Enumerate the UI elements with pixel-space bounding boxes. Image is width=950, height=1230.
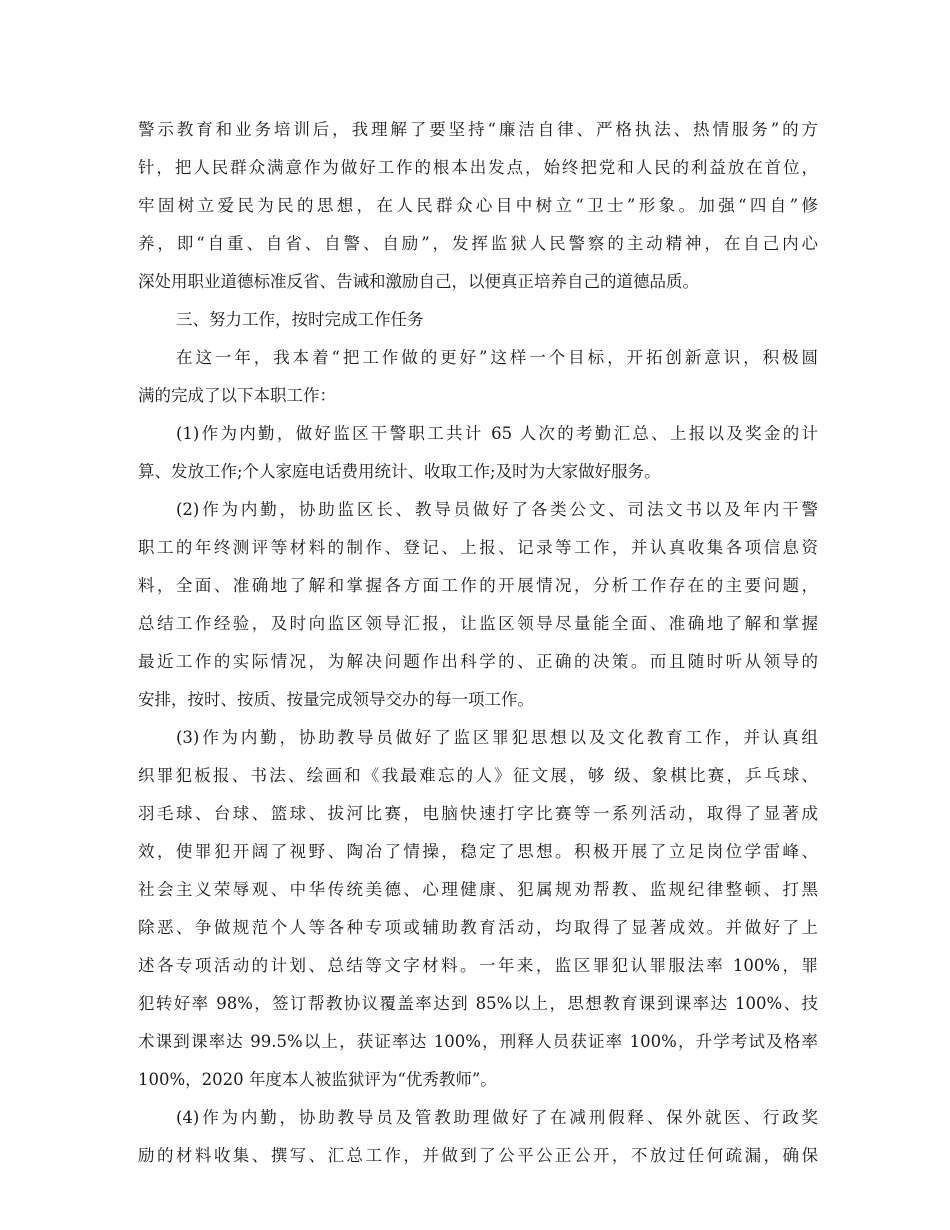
text-line: (3)作为内勤，协助教导员做好了监区罪犯思想以及文化教育工作，并认真组 — [176, 728, 818, 747]
text-line: 最近工作的实际情况，为解决问题作出科学的、正确的决策。而且随时听从领导的 — [138, 652, 818, 671]
text-line: 在这一年，我本着“把工作做的更好”这样一个目标，开拓创新意识，积极圆 — [176, 348, 818, 367]
text-line: 犯转好率 98%，签订帮教协议覆盖率达到 85%以上，思想教育课到课率达 100%、技 — [138, 994, 818, 1013]
section-heading: 三、努力工作，按时完成工作任务 — [176, 310, 424, 329]
text-line: 算、发放工作;个人家庭电话费用统计、收取工作;及时为大家做好服务。 — [138, 462, 661, 481]
text-line: 职工的年终测评等材料的制作、登记、上报、记录等工作，并认真收集各项信息资 — [138, 538, 818, 557]
text-line: 安排，按时、按质、按量完成领导交办的每一项工作。 — [138, 690, 534, 709]
text-line: (1)作为内勤，做好监区干警职工共计 65 人次的考勤汇总、上报以及奖金的计 — [176, 424, 818, 443]
text-line: (4)作为内勤，协助教导员及管教助理做好了在减刑假释、保外就医、行政奖 — [176, 1108, 818, 1127]
text-line: 养，即“自重、自省、自警、自励”，发挥监狱人民警察的主动精神，在自己内心 — [138, 234, 818, 253]
text-line: 总结工作经验，及时向监区领导汇报，让监区领导尽量能全面、准确地了解和掌握 — [138, 614, 818, 633]
text-line: 励的材料收集、撰写、汇总工作，并做到了公平公正公开，不放过任何疏漏，确保 — [138, 1146, 818, 1165]
text-line: 羽毛球、台球、篮球、拔河比赛，电脑快速打字比赛等一系列活动，取得了显著成 — [138, 804, 818, 823]
text-line: 针，把人民群众满意作为做好工作的根本出发点，始终把党和人民的利益放在首位， — [138, 158, 818, 177]
text-line: 除恶、争做规范个人等各种专项或辅助教育活动，均取得了显著成效。并做好了上 — [138, 918, 818, 937]
text-line: 料，全面、准确地了解和掌握各方面工作的开展情况，分析工作存在的主要问题， — [138, 576, 818, 595]
text-line: 术课到课率达 99.5%以上，获证率达 100%，刑释人员获证率 100%，升学考试及格率 — [138, 1032, 818, 1051]
text-line: 100%，2020 年度本人被监狱评为“优秀教师”。 — [138, 1070, 497, 1089]
text-line: (2)作为内勤，协助监区长、教导员做好了各类公文、司法文书以及年内干警 — [176, 500, 818, 519]
text-line: 织罪犯板报、书法、绘画和《我最难忘的人》征文展，够 级、象棋比赛，乒乓球、 — [138, 766, 818, 785]
text-line: 述各专项活动的计划、总结等文字材料。一年来，监区罪犯认罪服法率 100%，罪 — [138, 956, 818, 975]
text-line: 效，使罪犯开阔了视野、陶冶了情操，稳定了思想。积极开展了立足岗位学雷峰、 — [138, 842, 818, 861]
text-line: 警示教育和业务培训后，我理解了要坚持“廉洁自律、严格执法、热情服务”的方 — [138, 120, 818, 139]
text-line: 牢固树立爱民为民的思想，在人民群众心目中树立“卫士”形象。加强“四自”修 — [138, 196, 818, 215]
text-line: 深处用职业道德标准反省、告诫和激励自己，以便真正培养自己的道德品质。 — [138, 272, 699, 291]
text-line: 满的完成了以下本职工作： — [138, 386, 336, 405]
text-line: 社会主义荣辱观、中华传统美德、心理健康、犯属规劝帮教、监规纪律整顿、打黑 — [138, 880, 818, 899]
